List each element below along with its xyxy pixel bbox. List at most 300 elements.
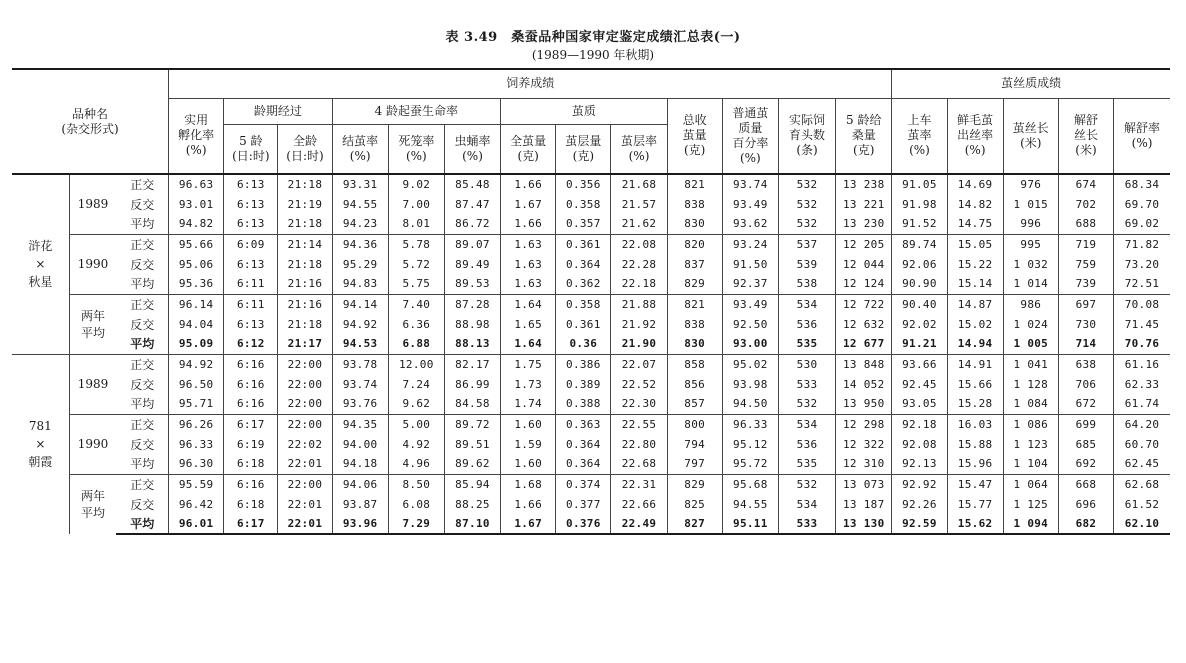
unwind-rate-header bbox=[1114, 98, 1170, 174]
value-cell: 1 125 bbox=[1003, 494, 1058, 514]
value-cell: 93.78 bbox=[332, 354, 388, 374]
header-line: (克) bbox=[853, 143, 875, 158]
variety-name-line: 朝霞 bbox=[28, 455, 53, 470]
value-cell: 96.01 bbox=[169, 514, 224, 534]
value-cell: 14.94 bbox=[947, 334, 1003, 354]
value-cell: 714 bbox=[1058, 334, 1113, 354]
value-cell: 22:01 bbox=[278, 514, 332, 534]
header-line: (%) bbox=[185, 143, 207, 158]
value-cell: 91.21 bbox=[892, 334, 947, 354]
value-cell: 94.14 bbox=[332, 294, 388, 314]
value-cell: 92.45 bbox=[892, 374, 947, 394]
value-cell: 21.57 bbox=[611, 194, 667, 214]
cross-type-cell: 平均 bbox=[116, 514, 168, 534]
value-cell: 536 bbox=[778, 314, 835, 334]
value-cell: 14.82 bbox=[947, 194, 1003, 214]
header-line: 茧层量 bbox=[565, 133, 602, 148]
table-row bbox=[12, 214, 1170, 234]
value-cell: 638 bbox=[1058, 354, 1113, 374]
value-cell: 61.16 bbox=[1114, 354, 1170, 374]
table-row bbox=[12, 314, 1170, 334]
value-cell: 1.66 bbox=[501, 214, 556, 234]
value-cell: 539 bbox=[778, 254, 835, 274]
header-line: 茧丝长 bbox=[1012, 120, 1049, 135]
value-cell: 92.59 bbox=[892, 514, 947, 534]
value-cell: 13 073 bbox=[836, 474, 892, 494]
value-cell: 1 064 bbox=[1003, 474, 1058, 494]
value-cell: 6:16 bbox=[224, 374, 278, 394]
value-cell: 22:01 bbox=[278, 494, 332, 514]
cross-type-cell: 正交 bbox=[130, 297, 155, 312]
value-cell: 89.51 bbox=[444, 434, 500, 454]
data-table bbox=[12, 68, 1170, 535]
header-line: 总收 bbox=[682, 113, 707, 128]
value-cell: 534 bbox=[778, 414, 835, 434]
table-row bbox=[12, 374, 1170, 394]
value-cell: 1.65 bbox=[501, 314, 556, 334]
value-cell: 94.23 bbox=[332, 214, 388, 234]
value-cell: 69.70 bbox=[1114, 194, 1170, 214]
value-cell: 829 bbox=[667, 474, 722, 494]
value-cell: 1.73 bbox=[501, 374, 556, 394]
variety-name-line: 781 bbox=[28, 419, 52, 434]
cross-type-cell: 正交 bbox=[130, 477, 155, 492]
cross-type-cell: 反交 bbox=[130, 257, 155, 272]
value-cell: 93.24 bbox=[722, 234, 778, 254]
value-cell: 6:17 bbox=[224, 514, 278, 534]
value-cell: 22.18 bbox=[611, 274, 667, 294]
value-cell: 1.64 bbox=[501, 294, 556, 314]
value-cell: 93.62 bbox=[722, 214, 778, 234]
value-cell: 6:16 bbox=[224, 354, 278, 374]
value-cell: 986 bbox=[1003, 294, 1058, 314]
variety-name-cell bbox=[12, 174, 69, 354]
value-cell: 22:02 bbox=[278, 434, 332, 454]
value-cell: 22.52 bbox=[611, 374, 667, 394]
value-cell: 12 310 bbox=[836, 454, 892, 474]
header-line: 孵化率 bbox=[178, 128, 215, 143]
value-cell: 6:18 bbox=[224, 494, 278, 514]
value-cell: 95.59 bbox=[169, 474, 224, 494]
value-cell: 21:14 bbox=[278, 234, 332, 254]
value-cell: 22:00 bbox=[278, 474, 332, 494]
value-cell: 1 084 bbox=[1003, 394, 1058, 414]
value-cell: 93.49 bbox=[722, 294, 778, 314]
value-cell: 1.75 bbox=[501, 354, 556, 374]
header-line: (克) bbox=[572, 148, 595, 163]
value-cell: 93.98 bbox=[722, 374, 778, 394]
value-cell: 89.72 bbox=[444, 414, 500, 434]
value-cell: 820 bbox=[667, 234, 722, 254]
value-cell: 21.68 bbox=[611, 174, 667, 194]
value-cell: 15.05 bbox=[947, 234, 1003, 254]
value-cell: 12 677 bbox=[836, 334, 892, 354]
value-cell: 96.26 bbox=[169, 414, 224, 434]
value-cell: 1 032 bbox=[1003, 254, 1058, 274]
leaf-amount-header bbox=[836, 98, 892, 174]
value-cell: 692 bbox=[1058, 454, 1113, 474]
header-line: 出丝率 bbox=[957, 128, 994, 143]
value-cell: 12 722 bbox=[836, 294, 892, 314]
value-cell: 61.52 bbox=[1114, 494, 1170, 514]
header-line: (日:时) bbox=[232, 148, 270, 163]
value-cell: 858 bbox=[667, 354, 722, 374]
value-cell: 12.00 bbox=[388, 354, 444, 374]
value-cell: 1 086 bbox=[1003, 414, 1058, 434]
cross-type-cell: 正交 bbox=[130, 178, 155, 192]
table-row bbox=[12, 434, 1170, 454]
instar5-header bbox=[224, 124, 278, 174]
value-cell: 92.18 bbox=[892, 414, 947, 434]
value-cell: 64.20 bbox=[1114, 414, 1170, 434]
year-label-line: 1990 bbox=[77, 257, 109, 271]
value-cell: 15.62 bbox=[947, 514, 1003, 534]
value-cell: 6.08 bbox=[388, 494, 444, 514]
shell-rate-header bbox=[611, 124, 667, 174]
value-cell: 6:13 bbox=[224, 314, 278, 334]
value-cell: 15.47 bbox=[947, 474, 1003, 494]
value-cell: 82.17 bbox=[444, 354, 500, 374]
value-cell: 94.55 bbox=[722, 494, 778, 514]
header-line: (日:时) bbox=[286, 148, 324, 163]
value-cell: 6:18 bbox=[224, 454, 278, 474]
value-cell: 93.01 bbox=[169, 194, 224, 214]
value-cell: 1 024 bbox=[1003, 314, 1058, 334]
value-cell: 535 bbox=[778, 334, 835, 354]
header-line: 茧量 bbox=[682, 128, 707, 143]
value-cell: 996 bbox=[1003, 214, 1058, 234]
table-body bbox=[12, 174, 1170, 534]
value-cell: 62.33 bbox=[1114, 374, 1170, 394]
hatch-rate-header bbox=[169, 98, 224, 174]
reel-rate-header bbox=[892, 98, 947, 174]
cocoon-rate-header bbox=[332, 124, 388, 174]
header-line: 上车 bbox=[907, 113, 932, 128]
variety-name-line: 秋星 bbox=[28, 275, 53, 290]
value-cell: 93.87 bbox=[332, 494, 388, 514]
value-cell: 5.72 bbox=[388, 254, 444, 274]
value-cell: 672 bbox=[1058, 394, 1113, 414]
variety-header bbox=[12, 69, 169, 174]
value-cell: 87.10 bbox=[444, 514, 500, 534]
value-cell: 85.48 bbox=[444, 174, 500, 194]
header-line: 5 龄给 bbox=[846, 113, 882, 128]
value-cell: 0.364 bbox=[556, 434, 611, 454]
value-cell: 9.62 bbox=[388, 394, 444, 414]
rearing-group-header: 饲养成绩 bbox=[169, 69, 892, 98]
value-cell: 534 bbox=[778, 494, 835, 514]
value-cell: 90.40 bbox=[892, 294, 947, 314]
value-cell: 6:09 bbox=[224, 234, 278, 254]
value-cell: 6:17 bbox=[224, 414, 278, 434]
value-cell: 94.06 bbox=[332, 474, 388, 494]
value-cell: 9.02 bbox=[388, 174, 444, 194]
value-cell: 73.20 bbox=[1114, 254, 1170, 274]
year-label-line: 1989 bbox=[77, 197, 109, 212]
header-line: (克) bbox=[683, 143, 706, 158]
value-cell: 15.28 bbox=[947, 394, 1003, 414]
value-cell: 22.08 bbox=[611, 234, 667, 254]
value-cell: 22:01 bbox=[278, 454, 332, 474]
value-cell: 96.33 bbox=[169, 434, 224, 454]
table-row bbox=[12, 194, 1170, 214]
value-cell: 1.67 bbox=[501, 514, 556, 534]
value-cell: 93.31 bbox=[332, 174, 388, 194]
table-row bbox=[12, 414, 1170, 434]
header-line: 品种名 bbox=[72, 106, 109, 121]
value-cell: 92.37 bbox=[722, 274, 778, 294]
table-title: 表 3.49 桑蚕品种国家审定鉴定成绩汇总表(一) bbox=[445, 30, 741, 45]
value-cell: 6.88 bbox=[388, 334, 444, 354]
value-cell: 1.63 bbox=[501, 254, 556, 274]
value-cell: 93.66 bbox=[892, 354, 947, 374]
header-line: (%) bbox=[1131, 135, 1153, 150]
table-row bbox=[12, 454, 1170, 474]
table-row bbox=[12, 354, 1170, 374]
year-cell bbox=[69, 354, 116, 414]
value-cell: 22.80 bbox=[611, 434, 667, 454]
header-line: 桑量 bbox=[851, 128, 876, 143]
value-cell: 21:17 bbox=[278, 334, 332, 354]
value-cell: 0.362 bbox=[556, 274, 611, 294]
header-line: 茧率 bbox=[907, 128, 932, 143]
variety-name-line: 浒花 bbox=[28, 239, 53, 254]
value-cell: 92.50 bbox=[722, 314, 778, 334]
value-cell: 534 bbox=[778, 294, 835, 314]
value-cell: 22.49 bbox=[611, 514, 667, 534]
value-cell: 15.77 bbox=[947, 494, 1003, 514]
cross-type-cell: 正交 bbox=[130, 417, 155, 432]
value-cell: 96.33 bbox=[722, 414, 778, 434]
value-cell: 530 bbox=[778, 354, 835, 374]
value-cell: 95.68 bbox=[722, 474, 778, 494]
value-cell: 1.66 bbox=[501, 494, 556, 514]
table-row bbox=[12, 514, 1170, 534]
header-line: 丝长 bbox=[1073, 128, 1098, 143]
instar-duration-header: 龄期经过 bbox=[224, 98, 332, 124]
value-cell: 0.364 bbox=[556, 454, 611, 474]
value-cell: 84.58 bbox=[444, 394, 500, 414]
value-cell: 94.92 bbox=[332, 314, 388, 334]
value-cell: 1 041 bbox=[1003, 354, 1058, 374]
value-cell: 7.24 bbox=[388, 374, 444, 394]
value-cell: 21:19 bbox=[278, 194, 332, 214]
header-line: (%) bbox=[964, 143, 986, 158]
value-cell: 1 094 bbox=[1003, 514, 1058, 534]
header-line: 百分率 bbox=[732, 135, 769, 150]
value-cell: 0.361 bbox=[556, 234, 611, 254]
value-cell: 92.13 bbox=[892, 454, 947, 474]
value-cell: 800 bbox=[667, 414, 722, 434]
value-cell: 5.75 bbox=[388, 274, 444, 294]
value-cell: 14.87 bbox=[947, 294, 1003, 314]
value-cell: 21.88 bbox=[611, 294, 667, 314]
normal-cocoon-header bbox=[722, 98, 778, 174]
value-cell: 6:16 bbox=[224, 394, 278, 414]
value-cell: 1.60 bbox=[501, 414, 556, 434]
value-cell: 93.00 bbox=[722, 334, 778, 354]
value-cell: 4.92 bbox=[388, 434, 444, 454]
value-cell: 12 124 bbox=[836, 274, 892, 294]
value-cell: 538 bbox=[778, 274, 835, 294]
value-cell: 86.72 bbox=[444, 214, 500, 234]
value-cell: 21:18 bbox=[278, 174, 332, 194]
value-cell: 829 bbox=[667, 274, 722, 294]
cross-type-cell: 正交 bbox=[130, 237, 155, 252]
value-cell: 537 bbox=[778, 234, 835, 254]
value-cell: 95.02 bbox=[722, 354, 778, 374]
value-cell: 856 bbox=[667, 374, 722, 394]
value-cell: 71.82 bbox=[1114, 234, 1170, 254]
cocoon-weight-header bbox=[501, 124, 556, 174]
pupa-rate-header bbox=[444, 124, 500, 174]
cross-type-cell: 反交 bbox=[130, 497, 155, 512]
header-line: 实用 bbox=[184, 113, 209, 128]
value-cell: 95.29 bbox=[332, 254, 388, 274]
value-cell: 92.06 bbox=[892, 254, 947, 274]
header-line: (%) bbox=[739, 150, 761, 165]
cross-type-cell: 反交 bbox=[130, 197, 155, 212]
value-cell: 96.14 bbox=[169, 294, 224, 314]
table-row bbox=[12, 294, 1170, 314]
header-line: 全龄 bbox=[292, 133, 317, 148]
value-cell: 70.76 bbox=[1114, 334, 1170, 354]
cross-type-cell: 反交 bbox=[130, 317, 155, 332]
value-cell: 532 bbox=[778, 194, 835, 214]
value-cell: 0.358 bbox=[556, 194, 611, 214]
value-cell: 14.75 bbox=[947, 214, 1003, 234]
value-cell: 6:13 bbox=[224, 194, 278, 214]
value-cell: 6:11 bbox=[224, 294, 278, 314]
value-cell: 0.357 bbox=[556, 214, 611, 234]
cross-type-cell: 正交 bbox=[130, 357, 155, 372]
value-cell: 21:18 bbox=[278, 314, 332, 334]
value-cell: 21:16 bbox=[278, 294, 332, 314]
value-cell: 12 632 bbox=[836, 314, 892, 334]
actual-heads-header bbox=[778, 98, 835, 174]
header-line: (%) bbox=[349, 148, 371, 163]
value-cell: 13 230 bbox=[836, 214, 892, 234]
value-cell: 532 bbox=[778, 394, 835, 414]
value-cell: 830 bbox=[667, 214, 722, 234]
header-line: (%) bbox=[628, 148, 650, 163]
value-cell: 533 bbox=[778, 514, 835, 534]
value-cell: 5.78 bbox=[388, 234, 444, 254]
value-cell: 1 015 bbox=[1003, 194, 1058, 214]
value-cell: 697 bbox=[1058, 294, 1113, 314]
value-cell: 94.04 bbox=[169, 314, 224, 334]
header-line: (%) bbox=[909, 143, 930, 158]
value-cell: 4.96 bbox=[388, 454, 444, 474]
total-yield-header bbox=[667, 98, 722, 174]
value-cell: 1.63 bbox=[501, 274, 556, 294]
value-cell: 532 bbox=[778, 174, 835, 194]
value-cell: 5.00 bbox=[388, 414, 444, 434]
value-cell: 696 bbox=[1058, 494, 1113, 514]
value-cell: 94.82 bbox=[169, 214, 224, 234]
header-line: (克) bbox=[517, 148, 539, 163]
value-cell: 702 bbox=[1058, 194, 1113, 214]
year-label-line: 两年 bbox=[81, 489, 106, 504]
survival-header: 4 龄起蚕生命率 bbox=[332, 98, 501, 124]
year-label-line: 平均 bbox=[81, 326, 106, 340]
cross-type-cell: 反交 bbox=[130, 377, 155, 392]
value-cell: 89.49 bbox=[444, 254, 500, 274]
value-cell: 94.53 bbox=[332, 334, 388, 354]
value-cell: 821 bbox=[667, 174, 722, 194]
value-cell: 21:16 bbox=[278, 274, 332, 294]
value-cell: 838 bbox=[667, 314, 722, 334]
value-cell: 13 950 bbox=[836, 394, 892, 414]
value-cell: 22.66 bbox=[611, 494, 667, 514]
value-cell: 12 298 bbox=[836, 414, 892, 434]
header-line: (米) bbox=[1020, 135, 1042, 150]
value-cell: 62.68 bbox=[1114, 474, 1170, 494]
value-cell: 90.90 bbox=[892, 274, 947, 294]
value-cell: 92.92 bbox=[892, 474, 947, 494]
value-cell: 0.36 bbox=[556, 334, 611, 354]
value-cell: 532 bbox=[778, 474, 835, 494]
value-cell: 91.50 bbox=[722, 254, 778, 274]
year-label-line: 两年 bbox=[81, 309, 106, 323]
year-label-line: 1990 bbox=[77, 437, 109, 451]
value-cell: 1.59 bbox=[501, 434, 556, 454]
value-cell: 674 bbox=[1058, 174, 1113, 194]
value-cell: 96.30 bbox=[169, 454, 224, 474]
value-cell: 15.02 bbox=[947, 314, 1003, 334]
value-cell: 15.88 bbox=[947, 434, 1003, 454]
value-cell: 94.83 bbox=[332, 274, 388, 294]
table-row bbox=[12, 174, 1170, 194]
raw-silk-header bbox=[947, 98, 1003, 174]
value-cell: 85.94 bbox=[444, 474, 500, 494]
value-cell: 15.22 bbox=[947, 254, 1003, 274]
value-cell: 682 bbox=[1058, 514, 1113, 534]
value-cell: 68.34 bbox=[1114, 174, 1170, 194]
header-line: 死笼率 bbox=[398, 133, 435, 148]
year-label-line: 平均 bbox=[81, 506, 106, 521]
value-cell: 22.31 bbox=[611, 474, 667, 494]
value-cell: 0.386 bbox=[556, 354, 611, 374]
value-cell: 95.11 bbox=[722, 514, 778, 534]
value-cell: 759 bbox=[1058, 254, 1113, 274]
value-cell: 14.69 bbox=[947, 174, 1003, 194]
cross-type-cell: 平均 bbox=[116, 394, 168, 414]
value-cell: 22:00 bbox=[278, 394, 332, 414]
value-cell: 91.52 bbox=[892, 214, 947, 234]
value-cell: 93.49 bbox=[722, 194, 778, 214]
value-cell: 1.68 bbox=[501, 474, 556, 494]
value-cell: 730 bbox=[1058, 314, 1113, 334]
value-cell: 22:00 bbox=[278, 414, 332, 434]
value-cell: 830 bbox=[667, 334, 722, 354]
cross-type-cell: 平均 bbox=[116, 454, 168, 474]
value-cell: 533 bbox=[778, 374, 835, 394]
header-line: (条) bbox=[796, 143, 818, 158]
value-cell: 96.63 bbox=[169, 174, 224, 194]
header-line: 5 龄 bbox=[239, 133, 263, 148]
variety-name-line: × bbox=[35, 437, 46, 452]
value-cell: 96.50 bbox=[169, 374, 224, 394]
value-cell: 70.08 bbox=[1114, 294, 1170, 314]
value-cell: 719 bbox=[1058, 234, 1113, 254]
cocoon-group-header: 茧丝质成绩 bbox=[892, 69, 1170, 98]
value-cell: 13 187 bbox=[836, 494, 892, 514]
header-line: 虫蛹率 bbox=[454, 133, 491, 148]
dead-rate-header bbox=[388, 124, 444, 174]
value-cell: 93.76 bbox=[332, 394, 388, 414]
table-row bbox=[12, 334, 1170, 354]
